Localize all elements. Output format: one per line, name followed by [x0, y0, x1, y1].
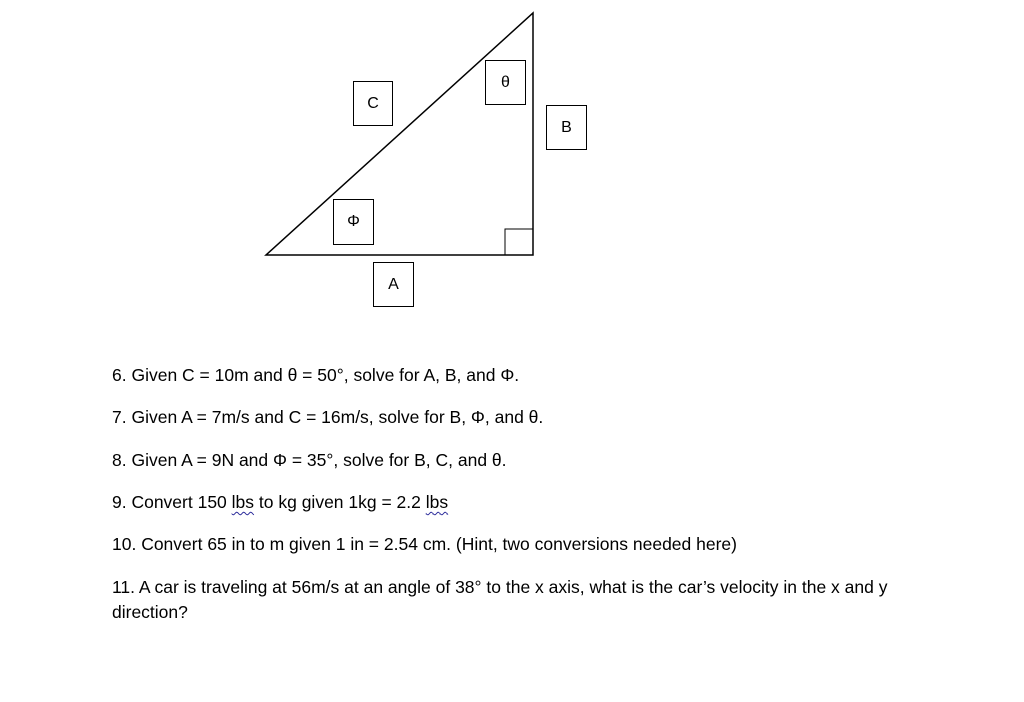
question-10: 10. Convert 65 in to m given 1 in = 2.54 cm. (Hint, two conversions needed here): [112, 534, 737, 554]
label-c-box: [353, 81, 393, 126]
question-6: 6. Given C = 10m and θ = 50°, solve for A, B, and Φ.: [112, 365, 520, 385]
label-c: C: [367, 94, 379, 112]
spellcheck-word: lbs: [231, 492, 255, 512]
question-9-part-2: to kg given 1kg = 2.2: [254, 492, 426, 512]
triangle-diagram: [0, 0, 1024, 330]
triangle-drawing: [0, 0, 1024, 330]
label-theta-box: [485, 60, 526, 105]
spellcheck-word: lbs: [425, 492, 449, 512]
label-theta: θ: [501, 73, 510, 91]
question-9-part-1: 9. Convert 150: [112, 492, 232, 512]
right-triangle: [266, 13, 533, 255]
label-a: A: [388, 275, 399, 293]
question-9: [112, 490, 448, 515]
question-8: 8. Given A = 9N and Φ = 35°, solve for B, C, and θ.: [112, 450, 507, 470]
label-phi-box: [333, 199, 374, 245]
label-b-box: [546, 105, 587, 150]
label-b: B: [561, 118, 572, 136]
right-angle-marker: [505, 229, 533, 255]
question-11: 11. A car is traveling at 56m/s at an angle of 38° to the x axis, what is the car’s velocity in the x and y direction?: [112, 577, 888, 622]
question-7: 7. Given A = 7m/s and C = 16m/s, solve for B, Φ, and θ.: [112, 407, 544, 427]
label-phi: Φ: [347, 213, 360, 230]
label-a-box: [373, 262, 414, 307]
